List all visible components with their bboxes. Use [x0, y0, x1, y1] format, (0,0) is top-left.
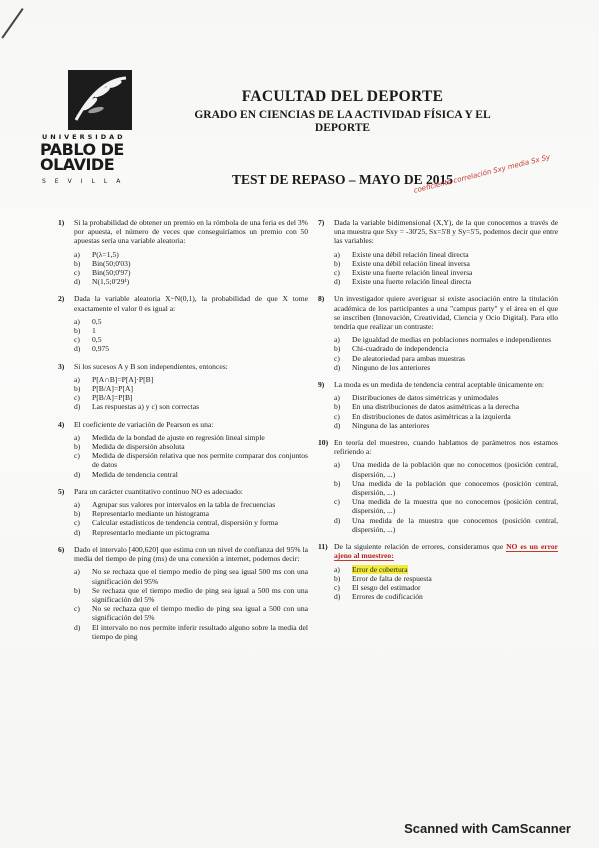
option-letter: b)	[334, 478, 341, 488]
left-column	[58, 218, 308, 649]
option-text-content: Errores de codificación	[352, 592, 423, 602]
answer-option	[334, 583, 558, 592]
answer-option	[334, 335, 558, 344]
option-letter: b)	[74, 326, 81, 336]
answer-option	[74, 375, 308, 384]
option-letter: b)	[334, 573, 341, 583]
option-letter: b)	[74, 442, 81, 452]
answer-option	[334, 402, 558, 411]
question-item	[318, 438, 558, 534]
answer-option	[74, 335, 308, 344]
option-letter: c)	[74, 335, 80, 345]
option-text-content: Calcular estadísticos de tendencia central, dispersión y forma	[92, 518, 278, 528]
question-stem	[334, 542, 558, 560]
option-letter: b)	[334, 402, 341, 412]
option-text	[352, 250, 558, 259]
option-text	[352, 259, 558, 268]
question-body	[334, 438, 558, 534]
question-body	[74, 487, 308, 537]
option-letter: a)	[334, 564, 340, 574]
option-text	[352, 402, 558, 411]
option-text-content: De aleatoriedad para ambas muestras	[352, 353, 466, 363]
option-text	[92, 344, 308, 353]
option-text	[92, 518, 308, 527]
option-text-content: 1	[92, 326, 96, 336]
option-text	[92, 402, 308, 411]
right-column	[318, 218, 558, 609]
handwritten-note: coeficiente correlación Sxy media Sx Sy	[412, 153, 552, 195]
option-text-content: Existe una débil relación lineal directa	[352, 249, 469, 259]
question-item	[58, 487, 308, 537]
question-stem: Si los sucesos A y B son independientes, entonces:	[74, 361, 228, 371]
answer-option	[334, 460, 558, 478]
pen-mark	[1, 8, 23, 39]
option-text-content: Ninguno de los anteriores	[352, 362, 431, 372]
option-text-content: 0,975	[92, 344, 110, 354]
option-letter: c)	[74, 268, 80, 278]
option-text	[352, 479, 558, 497]
option-letter: d)	[74, 344, 81, 354]
option-letter: b)	[334, 344, 341, 354]
olive-branch-emblem	[68, 70, 132, 130]
answer-option	[334, 421, 558, 430]
question-item	[58, 420, 308, 479]
answer-option	[74, 518, 308, 527]
option-text-content: Una medida de la muestra que conocemos (posición central, dispersión, ...)	[352, 515, 558, 534]
option-letter: c)	[334, 268, 340, 278]
option-text	[352, 412, 558, 421]
option-letter: c)	[74, 393, 80, 403]
question-number: 6)	[58, 544, 65, 554]
option-text-content: Representarlo mediante un histograma	[92, 509, 210, 519]
question-number: 2)	[58, 294, 65, 304]
question-number: 4)	[58, 419, 65, 429]
option-letter: c)	[334, 497, 340, 507]
option-letter: c)	[74, 451, 80, 461]
answer-option	[74, 268, 308, 277]
question-stem: Dado el intervalo [400,620] que estima con un nivel de confianza del 95% la media del tiempo de ping (ms) de una conexión a internet, podemos decir:	[74, 544, 308, 564]
highlighted-phrase: NO es un error ajeno al muestreo:	[334, 542, 558, 561]
answer-option	[74, 259, 308, 268]
option-text-content: 0,5	[92, 316, 102, 326]
option-text	[92, 250, 308, 259]
option-text-content: Ninguna de las anteriores	[352, 420, 430, 430]
option-letter: a)	[334, 393, 340, 403]
logo-name	[40, 142, 124, 172]
option-letter: a)	[74, 567, 80, 577]
option-text	[92, 384, 308, 393]
option-text-content: Medida de tendencia central	[92, 469, 178, 479]
question-number: 8)	[318, 294, 325, 304]
option-text-content: P(λ=1,5)	[92, 249, 119, 259]
question-item	[318, 218, 558, 286]
question-body	[74, 420, 308, 479]
option-text	[352, 497, 558, 515]
option-text-content: No se rechaza que el tiempo medio de ping sea igual 500 ms con una significación del 95%	[92, 567, 308, 586]
option-text-content: No se rechaza que el tiempo medio de ping sea igual a 500 con una significación del 5%	[92, 604, 308, 623]
option-letter: c)	[74, 518, 80, 528]
answer-option	[74, 384, 308, 393]
option-text-content: Se rechaza que el tiempo medio de ping sea igual a 500 ms con una significación del 5%	[92, 585, 308, 604]
question-number: 1)	[58, 218, 65, 227]
option-text	[352, 583, 558, 592]
option-text	[92, 623, 308, 641]
option-text	[92, 268, 308, 277]
option-text-content: Medida de dispersión relativa que nos permite comparar dos conjuntos de datos	[92, 451, 308, 470]
option-text	[92, 433, 308, 442]
option-text-content: Agrupar sus valores por intervalos en la tabla de frecuencias	[92, 500, 276, 510]
option-text-content: Las respuestas a) y c) son correctas	[92, 402, 200, 412]
option-text	[352, 268, 558, 277]
option-letter: a)	[74, 316, 80, 326]
answer-option	[74, 277, 308, 286]
question-body	[334, 380, 558, 430]
option-letter: c)	[334, 582, 340, 592]
question-stem: Para un carácter cuantitativo continuo NO es adecuado:	[74, 486, 243, 496]
option-letter: b)	[74, 585, 81, 595]
question-body	[334, 294, 558, 372]
option-letter: d)	[74, 469, 81, 479]
option-letter: a)	[74, 374, 80, 384]
option-text	[92, 442, 308, 451]
option-letter: d)	[334, 420, 341, 430]
answer-option	[74, 317, 308, 326]
answer-option	[74, 344, 308, 353]
option-text	[352, 592, 558, 601]
option-text-content: P[B/A]=P[B]	[92, 393, 133, 403]
answer-option	[74, 451, 308, 469]
option-text	[92, 317, 308, 326]
answer-option	[334, 354, 558, 363]
answer-option	[74, 623, 308, 641]
option-text	[352, 344, 558, 353]
answer-option	[334, 393, 558, 402]
option-text-content: En distribuciones de datos asimétricas a la izquierda	[352, 411, 511, 421]
option-text	[92, 326, 308, 335]
answer-option	[334, 250, 558, 259]
answer-option	[74, 567, 308, 585]
option-letter: c)	[334, 353, 340, 363]
option-text-content: De igualdad de medias en poblaciones normales e independientes	[352, 335, 552, 345]
logo-name-line2: OLAVIDE	[40, 155, 115, 174]
option-text	[352, 565, 558, 574]
question-number: 9)	[318, 380, 325, 390]
option-text	[352, 277, 558, 286]
option-text	[352, 335, 558, 344]
option-text	[352, 460, 558, 478]
question-stem: En teoría del muestreo, cuando hablamos de parámetros nos estamos refiriendo a:	[334, 438, 558, 457]
question-number: 11)	[318, 542, 328, 552]
answer-option	[74, 393, 308, 402]
answer-option	[334, 479, 558, 497]
option-text	[92, 451, 308, 469]
option-text	[92, 335, 308, 344]
option-text-content: 0,5	[92, 335, 102, 345]
logo-city: SEVILLA	[42, 178, 130, 185]
option-text-content: Existe una fuerte relación lineal directa	[352, 277, 472, 287]
option-text	[92, 604, 308, 622]
option-letter: a)	[334, 460, 340, 470]
option-text-content: Medida de dispersión absoluta	[92, 442, 185, 452]
question-body	[74, 294, 308, 353]
option-letter: a)	[74, 500, 80, 510]
question-stem: Dada la variable bidimensional (X,Y), de la que conocemos a través de una muestra que Sxy = -30'25, Sx=5'8 y Sy=5'5, podemos decir que entre las variables:	[334, 218, 558, 246]
question-stem: La moda es un medida de tendencia central aceptable únicamente en:	[334, 380, 544, 390]
question-body	[334, 542, 558, 601]
answer-option	[334, 344, 558, 353]
answer-option	[74, 509, 308, 518]
option-text	[92, 277, 308, 286]
question-stem: Si la probabilidad de obtener un premio en la rómbola de una feria es del 3% por apuesta, el número de veces que conseguiríamos un premio con 50 apuestas sería una variable aleatoria:	[74, 218, 308, 246]
option-letter: c)	[334, 411, 340, 421]
question-stem-text: De la siguiente relación de errores, consideramos que	[334, 542, 507, 552]
question-number: 10)	[318, 438, 329, 448]
option-letter: d)	[334, 592, 341, 602]
answer-option	[334, 268, 558, 277]
option-text	[92, 393, 308, 402]
option-letter: a)	[74, 249, 80, 259]
question-item	[318, 294, 558, 372]
option-text-content: Representarlo mediante un pictograma	[92, 527, 210, 537]
question-number: 5)	[58, 486, 65, 496]
option-letter: d)	[74, 622, 81, 632]
degree-title: GRADO EN CIENCIAS DE LA ACTIVIDAD FÍSICA Y EL DEPORTE	[194, 109, 491, 134]
option-text-content: Error de falta de respuesta	[352, 573, 432, 583]
answer-option	[334, 592, 558, 601]
option-letter: d)	[334, 362, 341, 372]
answer-option	[334, 363, 558, 372]
option-text	[352, 363, 558, 372]
option-text-content: Bin(50;0'97)	[92, 268, 131, 278]
option-text	[352, 421, 558, 430]
option-text	[92, 259, 308, 268]
logo-name-line1: PABLO DE	[40, 140, 124, 159]
option-text	[92, 586, 308, 604]
option-text	[92, 567, 308, 585]
answer-option	[74, 604, 308, 622]
answer-option	[74, 470, 308, 479]
question-item	[58, 545, 308, 641]
option-text-content: En una distribuciones de datos asimétricas a la derecha	[352, 402, 519, 412]
answer-option	[334, 574, 558, 583]
option-letter: d)	[74, 277, 81, 287]
option-letter: d)	[74, 402, 81, 412]
scan-watermark: Scanned with CamScanner	[404, 821, 571, 836]
answer-option	[74, 500, 308, 509]
option-letter: b)	[74, 384, 81, 394]
option-text-content: Error de cobertura	[352, 564, 408, 574]
logo-universidad: UNIVERSIDAD	[42, 133, 126, 141]
option-text	[92, 509, 308, 518]
question-item	[58, 362, 308, 412]
option-text	[92, 528, 308, 537]
test-title: TEST DE REPASO – MAYO DE 2015	[232, 172, 454, 187]
option-text-content: N(1,5;0'29¹)	[92, 277, 130, 287]
option-letter: a)	[334, 335, 340, 345]
option-text-content: Existe una débil relación lineal inversa	[352, 258, 470, 268]
option-text	[352, 516, 558, 534]
option-text-content: El intervalo no nos permite inferir resultado alguno sobre la media del tiempo de ping	[92, 622, 308, 641]
option-text-content: Una medida de la población que conocemos (posición central, dispersión, ...)	[352, 478, 558, 498]
answer-option	[334, 412, 558, 421]
option-text-content: Distribuciones de datos simétricas y unimodales	[352, 393, 499, 403]
university-logo	[40, 70, 160, 190]
answer-option	[74, 402, 308, 411]
answer-option	[334, 497, 558, 515]
answer-option	[334, 516, 558, 534]
answer-option	[74, 250, 308, 259]
option-letter: b)	[334, 258, 341, 268]
option-text-content: P[A∩B]=P[A]·P[B]	[92, 374, 154, 384]
option-text	[92, 375, 308, 384]
answer-option	[74, 586, 308, 604]
question-number: 3)	[58, 361, 65, 371]
answer-option	[334, 565, 558, 574]
option-letter: d)	[74, 527, 81, 537]
option-text	[92, 500, 308, 509]
option-text-content: Una medida de la muestra que no conocemos (posición central, dispersión, ...)	[352, 497, 558, 516]
question-body	[74, 218, 308, 286]
question-body	[74, 545, 308, 641]
option-text-content: Chi-cuadrado de independencia	[352, 344, 449, 354]
option-text	[92, 470, 308, 479]
question-item	[58, 218, 308, 286]
question-stem: Un investigador quiere averiguar si existe asociación entre la titulación académica de los participantes a una "campus party" y el área en el que se inscriben (Innovación, Creatividad, Ciencia y Ocio Digital). Para ello tendría que realizar un contraste:	[334, 294, 558, 332]
option-text-content: Existe una fuerte relación lineal inversa	[352, 268, 473, 278]
option-letter: b)	[74, 509, 81, 519]
option-letter: a)	[334, 249, 340, 259]
question-item	[318, 380, 558, 430]
answer-option	[334, 277, 558, 286]
option-text-content: Bin(50;0'03)	[92, 258, 131, 268]
option-letter: a)	[74, 432, 80, 442]
document-header	[175, 88, 510, 135]
option-text-content: Una medida de la población que no conocemos (posición central, dispersión, ...)	[352, 460, 558, 479]
option-text-content: Medida de la bondad de ajuste en regresión lineal simple	[92, 432, 265, 442]
option-text-content: El sesgo del estimador	[352, 582, 421, 592]
option-letter: b)	[74, 258, 81, 268]
question-item	[58, 294, 308, 353]
answer-option	[74, 442, 308, 451]
option-text-content: P[B/A]=P[A]	[92, 384, 133, 394]
question-body	[74, 362, 308, 412]
question-body	[334, 218, 558, 286]
option-letter: d)	[334, 515, 341, 525]
answer-option	[334, 259, 558, 268]
answer-option	[74, 326, 308, 335]
question-stem: Dada la variable aleatoria X~N(0,1), la probabilidad de que X tome exactamente el valor 0 es igual a:	[74, 294, 308, 313]
question-number: 7)	[318, 218, 325, 227]
option-text	[352, 393, 558, 402]
answer-option	[74, 433, 308, 442]
question-stem: El coeficiente de variación de Pearson es una:	[74, 419, 214, 429]
answer-option	[74, 528, 308, 537]
question-item	[318, 542, 558, 601]
option-text	[352, 574, 558, 583]
option-letter: c)	[74, 604, 80, 614]
faculty-title: FACULTAD DEL DEPORTE	[241, 88, 444, 105]
option-letter: d)	[334, 277, 341, 287]
option-text	[352, 354, 558, 363]
